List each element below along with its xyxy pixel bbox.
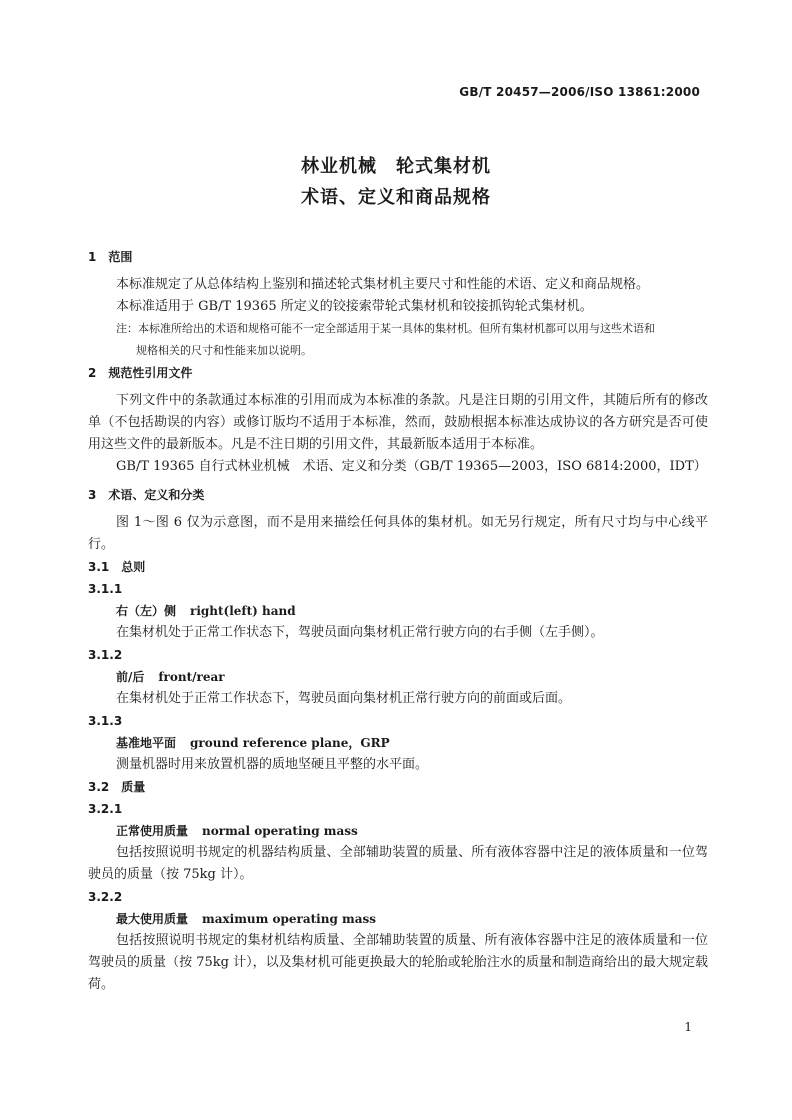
clause-3-2-2-definition: 包括按照说明书规定的集材机结构质量、全部辅助装置的质量、所有液体容器中注足的液体质量和一位驾驶员的质量（按 75kg 计），以及集材机可能更换最大的轮胎或轮胎注水的质量和制造商给出的最大规定载荷。 <box>88 933 708 992</box>
section-1-paragraph-2: 本标准适用于 GB/T 19365 所定义的铰接索带轮式集材机和铰接抓钩轮式集材机。 <box>116 299 593 314</box>
clause-3-2-1-term <box>88 820 708 842</box>
term-en: front/rear <box>158 670 225 684</box>
clause-3-1-1-number: 3.1.1 <box>88 582 123 596</box>
page-number: 1 <box>684 1020 692 1034</box>
term-en: maximum operating mass <box>202 912 377 926</box>
term-cn: 正常使用质量 <box>116 824 189 838</box>
document-body <box>88 246 708 996</box>
document-title-line2: 术语、定义和商品规格 <box>301 187 491 208</box>
term-en: normal operating mass <box>202 824 358 838</box>
term-cn: 基准地平面 <box>116 736 177 750</box>
section-1-note-line1: 注：本标准所给出的术语和规格可能不一定全部适用于某一具体的集材机。但所有集材机都可以用与这些术语和 <box>116 322 655 335</box>
section-3-paragraph-1: 图 1～图 6 仅为示意图，而不是用来描绘任何具体的集材机。如无另行规定，所有尺寸均与中心线平行。 <box>88 515 708 552</box>
clause-3-1-3-number: 3.1.3 <box>88 714 123 728</box>
section-3-heading: 3 术语、定义和分类 <box>88 488 205 502</box>
section-3-1-heading: 3.1 总则 <box>88 560 146 574</box>
clause-3-1-2-number: 3.1.2 <box>88 648 123 662</box>
section-2-paragraph-1: 下列文件中的条款通过本标准的引用而成为本标准的条款。凡是注日期的引用文件，其随后所有的修改单（不包括勘误的内容）或修订版均不适用于本标准，然而，鼓励根据本标准达成协议的各方研究是否可使用这些文件的最新版本。凡是不注日期的引用文件，其最新版本适用于本标准。 <box>88 393 708 452</box>
section-1-heading: 1 范围 <box>88 250 133 264</box>
clause-3-1-1-definition: 在集材机处于正常工作状态下，驾驶员面向集材机正常行驶方向的右手侧（左手侧）。 <box>116 625 604 640</box>
term-cn: 右（左）侧 <box>116 604 177 618</box>
section-1-note-line2: 规格相关的尺寸和性能来加以说明。 <box>136 344 312 357</box>
clause-3-2-2-number: 3.2.2 <box>88 890 123 904</box>
clause-3-1-2-definition: 在集材机处于正常工作状态下，驾驶员面向集材机正常行驶方向的前面或后面。 <box>116 691 572 706</box>
term-cn: 最大使用质量 <box>116 912 189 926</box>
clause-3-2-1-number: 3.2.1 <box>88 802 123 816</box>
standard-code: GB/T 20457—2006/ISO 13861:2000 <box>459 85 700 99</box>
section-2-reference-1: GB/T 19365 自行式林业机械 术语、定义和分类（GB/T 19365—2003，ISO 6814:2000，IDT） <box>116 459 707 474</box>
clause-3-2-1-definition: 包括按照说明书规定的机器结构质量、全部辅助装置的质量、所有液体容器中注足的液体质量和一位驾驶员的质量（按 75kg 计）。 <box>88 845 708 882</box>
clause-3-1-3-term <box>88 732 708 754</box>
section-2-heading: 2 规范性引用文件 <box>88 366 193 380</box>
term-en: right(left) hand <box>190 604 296 618</box>
section-1-paragraph-1: 本标准规定了从总体结构上鉴别和描述轮式集材机主要尺寸和性能的术语、定义和商品规格。 <box>116 277 650 292</box>
clause-3-1-2-term <box>88 666 708 688</box>
term-en: ground reference plane，GRP <box>190 736 390 750</box>
document-title-line1: 林业机械 轮式集材机 <box>301 156 491 177</box>
clause-3-1-1-term <box>88 600 708 622</box>
clause-3-1-3-definition: 测量机器时用来放置机器的质地坚硬且平整的水平面。 <box>116 757 429 772</box>
term-cn: 前/后 <box>116 670 145 684</box>
section-3-2-heading: 3.2 质量 <box>88 780 146 794</box>
clause-3-2-2-term <box>88 908 708 930</box>
